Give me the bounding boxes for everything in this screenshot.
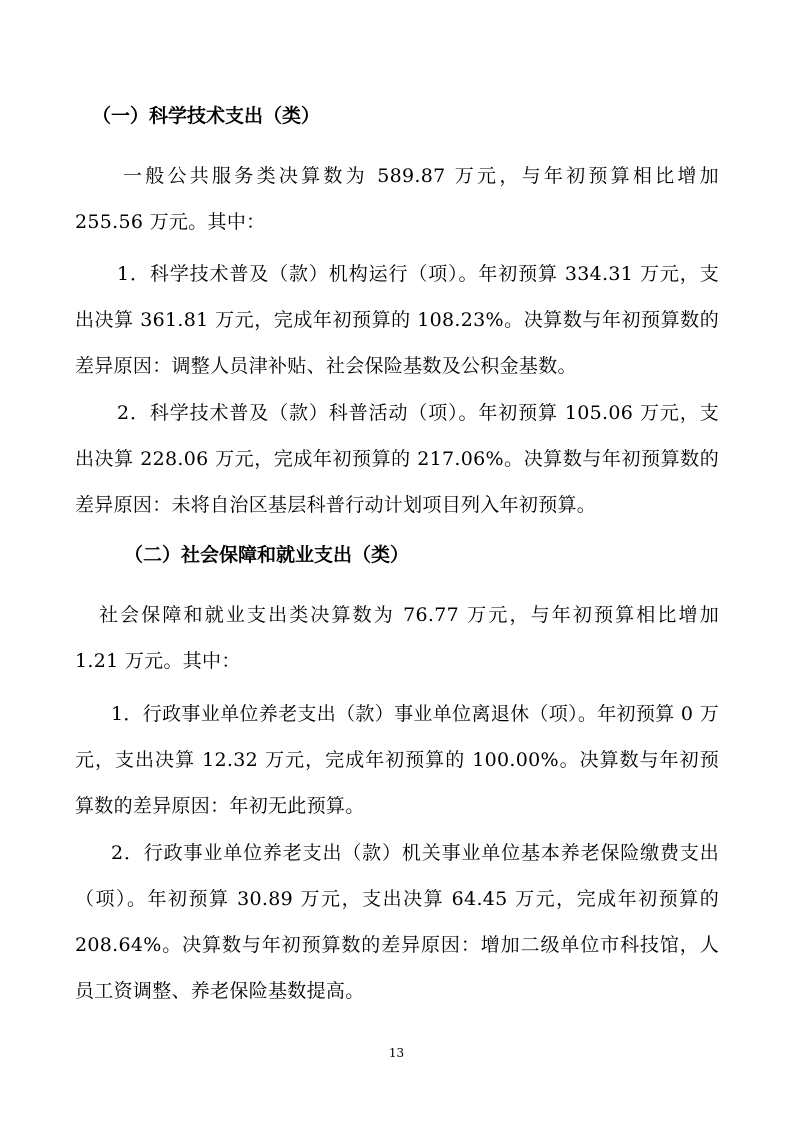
section-2-item-1: 1．行政事业单位养老支出（款）事业单位离退休（项）。年初预算 0 万元，支出决算 12.32 万元，完成年初预算的 100.00%。决算数与年初预算数的差异原因：年初无此预算。 [75, 703, 719, 817]
section-1-item-2: 2．科学技术普及（款）科普活动（项）。年初预算 105.06 万元，支出决算 228.06 万元，完成年初预算的 217.06%。决算数与年初预算数的差异原因：未将自治区基层科普行动计划项目列入年初预算。 [75, 402, 719, 516]
section-2-item-2: 2．行政事业单位养老支出（款）机关事业单位基本养老保险缴费支出（项）。年初预算 30.89 万元，支出决算 64.45 万元，完成年初预算的 208.64%。决算数与年初预算数的差异原因：增加二级单位市科技馆，人员工资调整、养老保险基数提高。 [75, 842, 719, 1002]
page-number: 13 [388, 1046, 405, 1060]
section-2-heading: （二）社会保障和就业支出（类） [124, 544, 410, 566]
section-2-summary: 社会保障和就业支出类决算数为 76.77 万元，与年初预算相比增加 1.21 万元。其中： [75, 604, 719, 672]
section-1-heading: （一）科学技术支出（类） [92, 105, 321, 127]
section-1-item-1: 1．科学技术普及（款）机构运行（项）。年初预算 334.31 万元，支出决算 361.81 万元，完成年初预算的 108.23%。决算数与年初预算数的差异原因：调整人员津补贴、社会保险基数及公积金基数。 [75, 263, 719, 377]
section-1-summary: 一般公共服务类决算数为 589.87 万元，与年初预算相比增加 255.56 万元。其中： [75, 165, 719, 233]
